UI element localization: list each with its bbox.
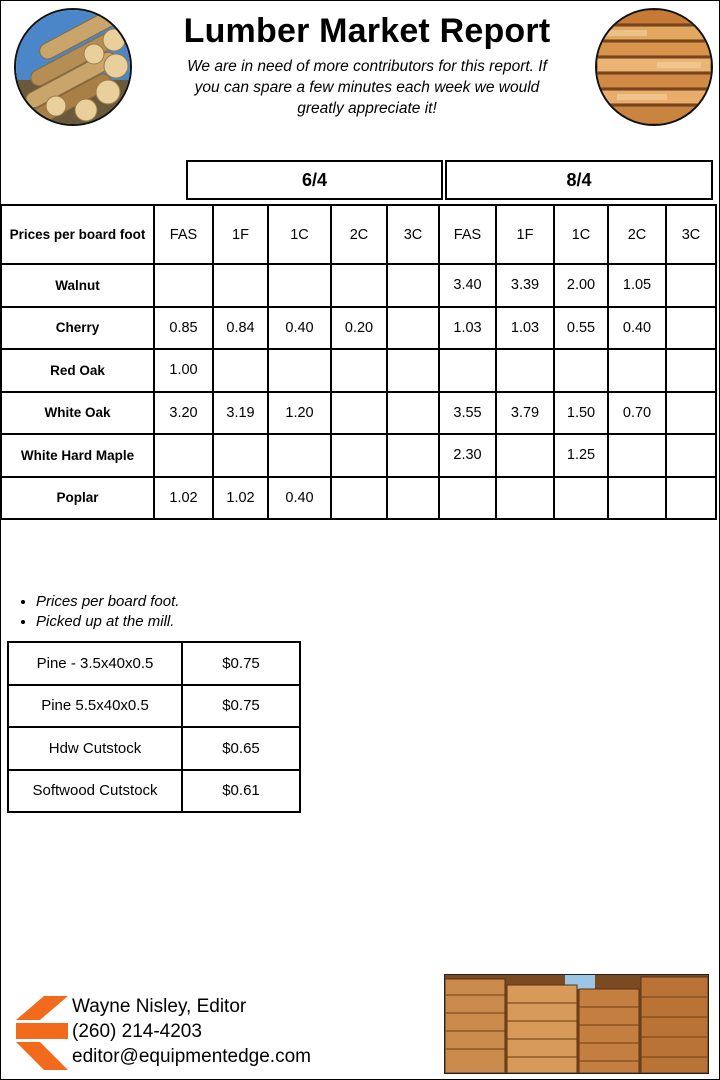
species-name: Walnut <box>1 264 154 307</box>
price-cell <box>496 477 554 520</box>
species-name: White Hard Maple <box>1 434 154 477</box>
price-cell: 3.79 <box>496 392 554 435</box>
price-cell <box>213 264 268 307</box>
grade-header: 1C <box>268 205 331 264</box>
item-price: $0.61 <box>182 770 300 813</box>
price-cell: 3.39 <box>496 264 554 307</box>
grade-header: FAS <box>154 205 213 264</box>
price-cell <box>387 392 439 435</box>
price-cell <box>331 264 387 307</box>
grade-header: 1C <box>554 205 608 264</box>
grade-header: 2C <box>331 205 387 264</box>
price-cell: 1.25 <box>554 434 608 477</box>
price-cell: 1.00 <box>154 349 213 392</box>
price-cell: 3.20 <box>154 392 213 435</box>
table-row <box>1 392 716 435</box>
price-cell: 3.40 <box>439 264 496 307</box>
price-cell <box>268 349 331 392</box>
page-title: Lumber Market Report <box>183 12 551 50</box>
price-cell <box>554 349 608 392</box>
price-cell <box>331 477 387 520</box>
price-cell: 0.85 <box>154 307 213 350</box>
equipment-edge-logo-icon <box>16 996 68 1075</box>
species-name: Cherry <box>1 307 154 350</box>
item-name: Hdw Cutstock <box>8 727 182 770</box>
grade-header: 3C <box>666 205 716 264</box>
price-cell <box>331 434 387 477</box>
price-cell <box>154 264 213 307</box>
price-cell <box>387 307 439 350</box>
grade-header: 1F <box>496 205 554 264</box>
price-cell: 1.05 <box>608 264 666 307</box>
note-item: • Picked up at the mill. <box>36 612 179 632</box>
price-cell <box>213 434 268 477</box>
price-cell: 1.02 <box>154 477 213 520</box>
grade-header: 1F <box>213 205 268 264</box>
editor-phone[interactable]: (260) 214-4203 <box>72 1021 202 1042</box>
species-name: Poplar <box>1 477 154 520</box>
price-cell: 2.00 <box>554 264 608 307</box>
price-cell: 1.02 <box>213 477 268 520</box>
price-cell <box>387 434 439 477</box>
item-name: Softwood Cutstock <box>8 770 182 813</box>
table-row <box>8 770 300 813</box>
price-cell <box>387 477 439 520</box>
price-cell <box>666 392 716 435</box>
hardwood-price-table <box>0 204 717 520</box>
editor-email[interactable]: editor@equipmentedge.com <box>72 1046 311 1067</box>
table-row <box>8 642 300 685</box>
price-cell <box>666 307 716 350</box>
table-row <box>8 685 300 728</box>
editor-contact <box>72 994 311 1069</box>
price-cell <box>554 477 608 520</box>
grade-header-row <box>1 205 716 264</box>
price-cell <box>608 349 666 392</box>
price-cell <box>387 264 439 307</box>
price-cell <box>331 349 387 392</box>
price-cell <box>496 349 554 392</box>
table-row <box>1 349 716 392</box>
species-name: Red Oak <box>1 349 154 392</box>
group-header-6-4: 6/4 <box>186 160 443 200</box>
grade-header: 3C <box>387 205 439 264</box>
price-cell <box>387 349 439 392</box>
table-row <box>8 727 300 770</box>
price-cell: 0.40 <box>268 307 331 350</box>
price-cell: 0.55 <box>554 307 608 350</box>
price-notes <box>18 592 179 632</box>
price-cell <box>154 434 213 477</box>
price-cell: 0.40 <box>608 307 666 350</box>
price-cell: 2.30 <box>439 434 496 477</box>
price-cell: 0.40 <box>268 477 331 520</box>
price-cell <box>666 349 716 392</box>
table-row <box>1 264 716 307</box>
price-cell <box>439 477 496 520</box>
stacked-boards-photo <box>595 8 713 126</box>
price-cell <box>608 434 666 477</box>
price-cell: 1.50 <box>554 392 608 435</box>
log-pile-photo <box>14 8 132 126</box>
price-cell: 1.20 <box>268 392 331 435</box>
price-cell: 0.20 <box>331 307 387 350</box>
corner-label: Prices per board foot <box>1 205 154 264</box>
price-cell: 0.84 <box>213 307 268 350</box>
group-header-8-4: 8/4 <box>445 160 713 200</box>
grade-header: 2C <box>608 205 666 264</box>
table-row <box>1 434 716 477</box>
table-row <box>1 477 716 520</box>
grade-header: FAS <box>439 205 496 264</box>
price-cell <box>666 477 716 520</box>
price-cell <box>666 434 716 477</box>
item-name: Pine - 3.5x40x0.5 <box>8 642 182 685</box>
price-cell <box>268 264 331 307</box>
note-item: • Prices per board foot. <box>36 592 179 612</box>
table-row <box>1 307 716 350</box>
price-cell <box>268 434 331 477</box>
price-cell <box>496 434 554 477</box>
cutstock-price-table <box>7 641 301 813</box>
price-cell <box>666 264 716 307</box>
item-price: $0.75 <box>182 685 300 728</box>
lumber-stacks-photo <box>444 974 709 1074</box>
price-cell: 3.19 <box>213 392 268 435</box>
price-cell <box>439 349 496 392</box>
editor-name: Wayne Nisley, Editor <box>72 996 247 1017</box>
price-cell <box>331 392 387 435</box>
price-cell <box>213 349 268 392</box>
item-price: $0.65 <box>182 727 300 770</box>
contributors-message: We are in need of more contributors for this report. If you can spare a few minutes each week we would greatly appreciate it! <box>187 58 547 117</box>
price-cell: 1.03 <box>496 307 554 350</box>
price-cell: 0.70 <box>608 392 666 435</box>
price-cell: 3.55 <box>439 392 496 435</box>
item-price: $0.75 <box>182 642 300 685</box>
item-name: Pine 5.5x40x0.5 <box>8 685 182 728</box>
species-name: White Oak <box>1 392 154 435</box>
price-cell: 1.03 <box>439 307 496 350</box>
price-cell <box>608 477 666 520</box>
